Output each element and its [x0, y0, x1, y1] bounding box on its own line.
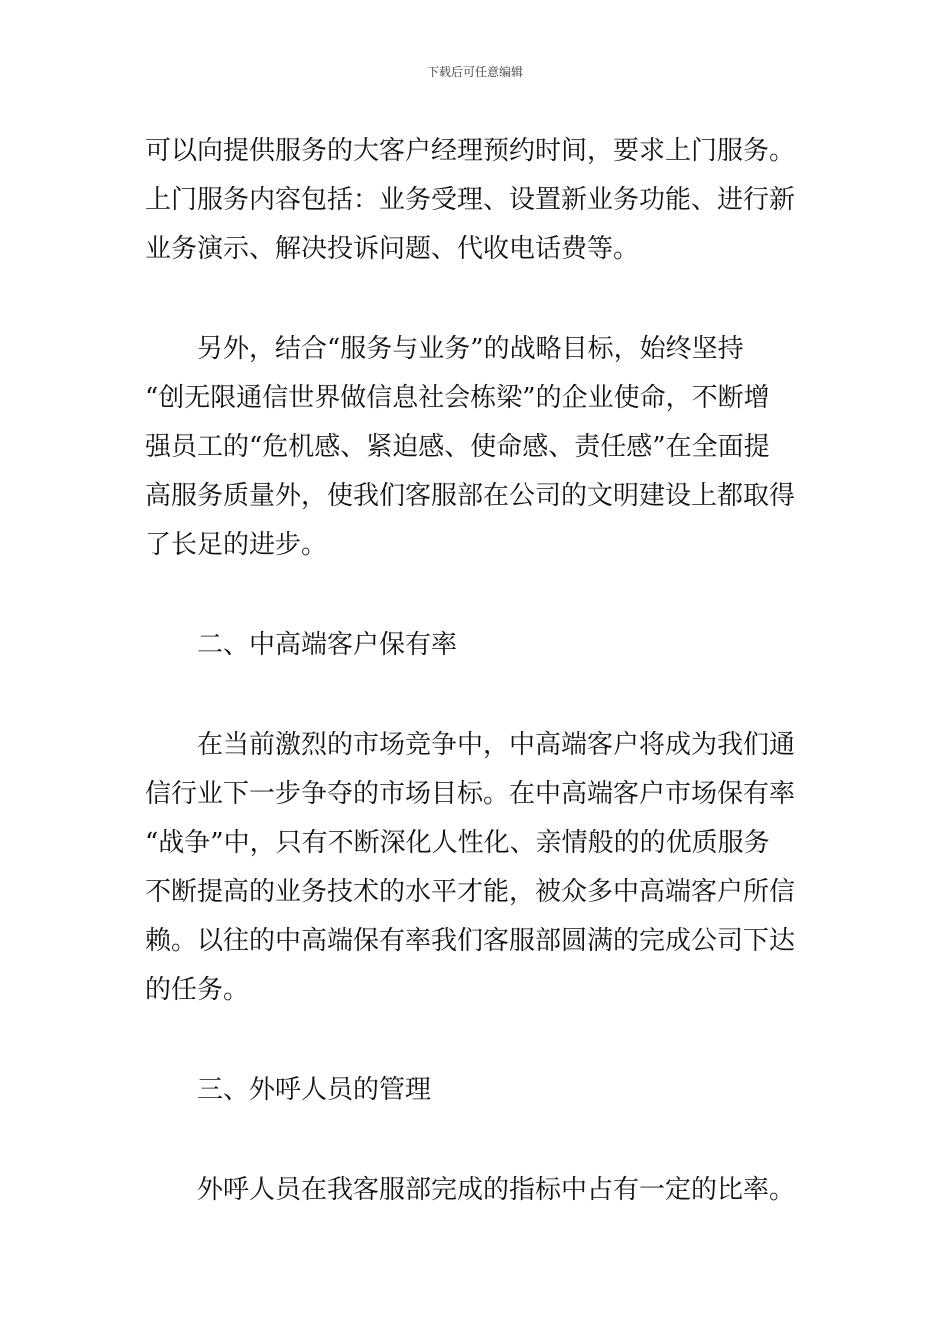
section-heading: 三、外呼人员的管理 [197, 1075, 432, 1105]
paragraph-line: “战争”中，只有不断深化人性化、亲情般的的优质服务 [145, 828, 770, 858]
paragraph-line: 赖。以往的中高端保有率我们客服部圆满的完成公司下达 [145, 926, 796, 956]
paragraph-line: 高服务质量外，使我们客服部在公司的文明建设上都取得 [145, 481, 796, 511]
paragraph-line: 可以向提供服务的大客户经理预约时间，要求上门服务。 [145, 136, 796, 166]
section-heading-2 [145, 621, 810, 670]
paragraph-line: “创无限通信世界做信息社会栋梁”的企业使命，不断增 [145, 383, 770, 413]
paragraph-line: 在当前激烈的市场竞争中，中高端客户将成为我们通 [197, 730, 796, 760]
paragraph-1 [145, 127, 810, 274]
paragraph-line: 外呼人员在我客服部完成的指标中占有一定的比率。 [197, 1175, 796, 1205]
paragraph-line: 信行业下一步争夺的市场目标。在中高端客户市场保有率 [145, 779, 796, 809]
page-header: 下载后可任意编辑 [426, 65, 523, 79]
paragraph-4 [145, 1166, 810, 1215]
paragraph-line: 强员工的“危机感、紧迫感、使命感、责任感”在全面提 [145, 432, 770, 462]
paragraph-3 [145, 721, 810, 1015]
section-heading: 二、中高端客户保有率 [197, 630, 458, 660]
paragraph-line: 另外，结合“服务与业务”的战略目标，始终坚持 [197, 334, 744, 364]
paragraph-line: 的任务。 [145, 975, 250, 1005]
paragraph-line: 业务演示、解决投诉问题、代收电话费等。 [145, 234, 640, 264]
section-heading-3 [145, 1066, 810, 1115]
paragraph-2 [145, 325, 810, 570]
paragraph-line: 了长足的进步。 [145, 530, 328, 560]
document-body [145, 127, 810, 1266]
paragraph-line: 上门服务内容包括：业务受理、设置新业务功能、进行新 [145, 185, 796, 215]
paragraph-line: 不断提高的业务技术的水平才能，被众多中高端客户所信 [145, 877, 796, 907]
